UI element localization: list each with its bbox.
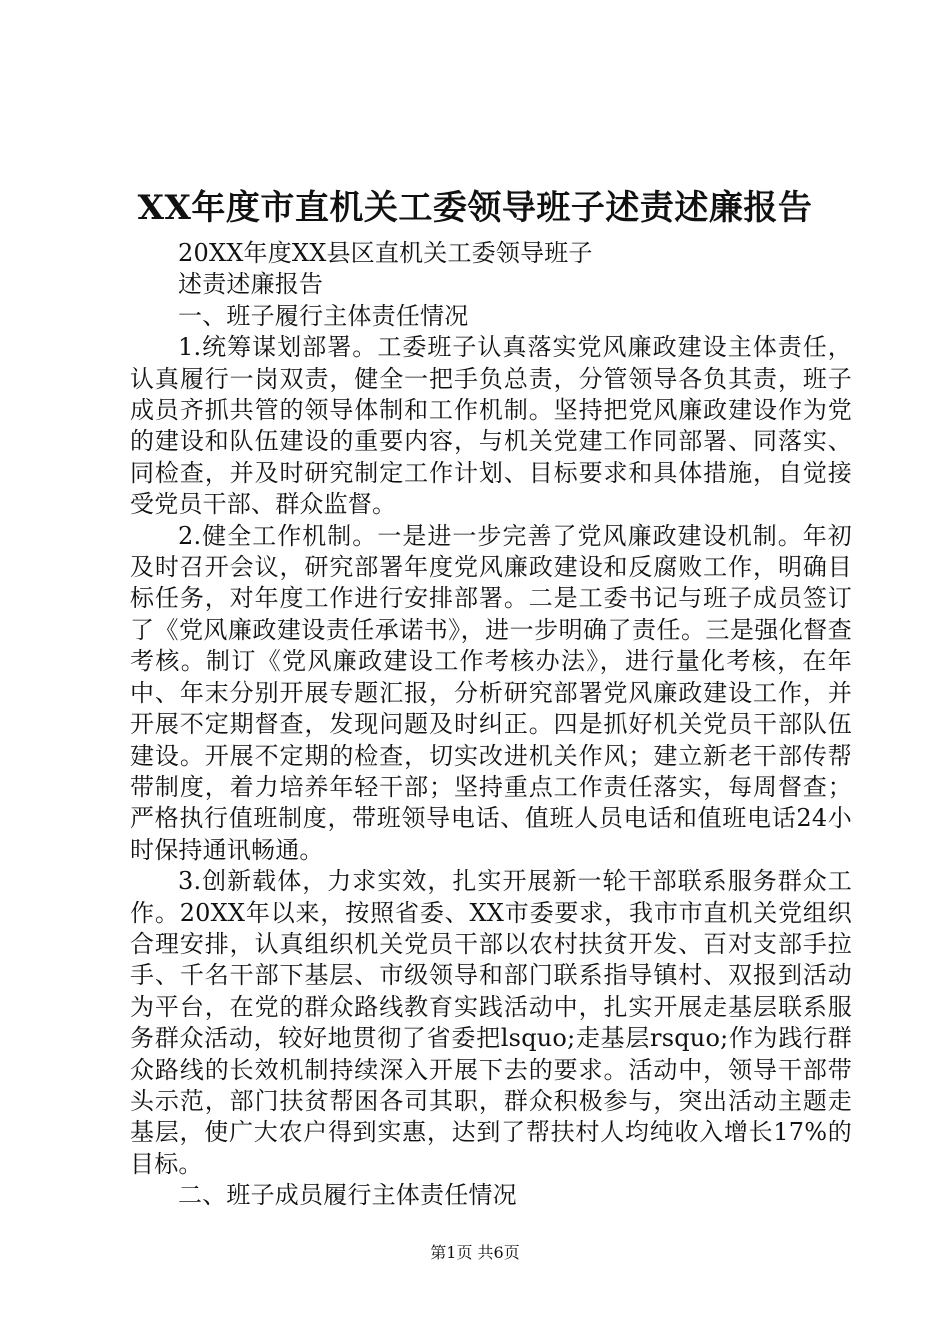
paragraph-2: 2.健全工作机制。一是进一步完善了党风廉政建设机制。年初及时召开会议，研究部署年度党风廉政建设和反腐败工作，明确目标任务，对年度工作进行安排部署。二是工委书记与班子成员签订了《党风廉政建设责任承诺书》，进一步明确了责任。三是强化督查考核。制订《党风廉政建设工作考核办法》，进行量化考核，在年中、年末分别开展专题汇报，分析研究部署党风廉政建设工作，并开展不定期督查，发现问题及时纠正。四是抓好机关党员干部队伍建设。开展不定期的检查，切实改进机关作风；建立新老干部传帮带制度，着力培养年轻干部；坚持重点工作责任落实，每周督查；严格执行值班制度，带班领导电话、值班人员电话和值班电话24小时保持通讯畅通。	[130, 521, 852, 864]
document-body	[130, 238, 852, 1212]
paragraph-3: 3.创新载体，力求实效，扎实开展新一轮干部联系服务群众工作。20XX年以来，按照省委、XX市委要求，我市市直机关党组织合理安排，认真组织机关党员干部以农村扶贫开发、百对支部手拉手、千名干部下基层、市级领导和部门联系指导镇村、双报到活动为平台，在党的群众路线教育实践活动中，扎实开展走基层联系服务群众活动，较好地贯彻了省委把lsquo;走基层rsquo;作为践行群众路线的长效机制持续深入开展下去的要求。活动中，领导干部带头示范，部门扶贫帮困各司其职，群众积极参与，突出活动主题走基层，使广大农户得到实惠，达到了帮扶村人均纯收入增长17%的目标。	[130, 867, 852, 1178]
document-title: XX年度市直机关工委领导班子述责述廉报告	[137, 188, 813, 228]
section-heading-2: 二、班子成员履行主体责任情况	[178, 1181, 517, 1210]
subtitle-line-1: 20XX年度XX县区直机关工委领导班子	[178, 239, 593, 267]
page-footer: 第1页 共6页	[430, 1243, 520, 1262]
paragraph-1: 1.统筹谋划部署。工委班子认真落实党风廉政建设主体责任，认真履行一岗双责，健全一把手负总责，分管领导各负其责，班子成员齐抓共管的领导体制和工作机制。坚持把党风廉政建设作为党的建设和队伍建设的重要内容，与机关党建工作同部署、同落实、同检查，并及时研究制定工作计划、目标要求和具体措施，自觉接受党员干部、群众监督。	[130, 333, 852, 519]
section-heading-1: 一、班子履行主体责任情况	[178, 301, 469, 330]
subtitle-line-2: 述责述廉报告	[178, 270, 324, 299]
